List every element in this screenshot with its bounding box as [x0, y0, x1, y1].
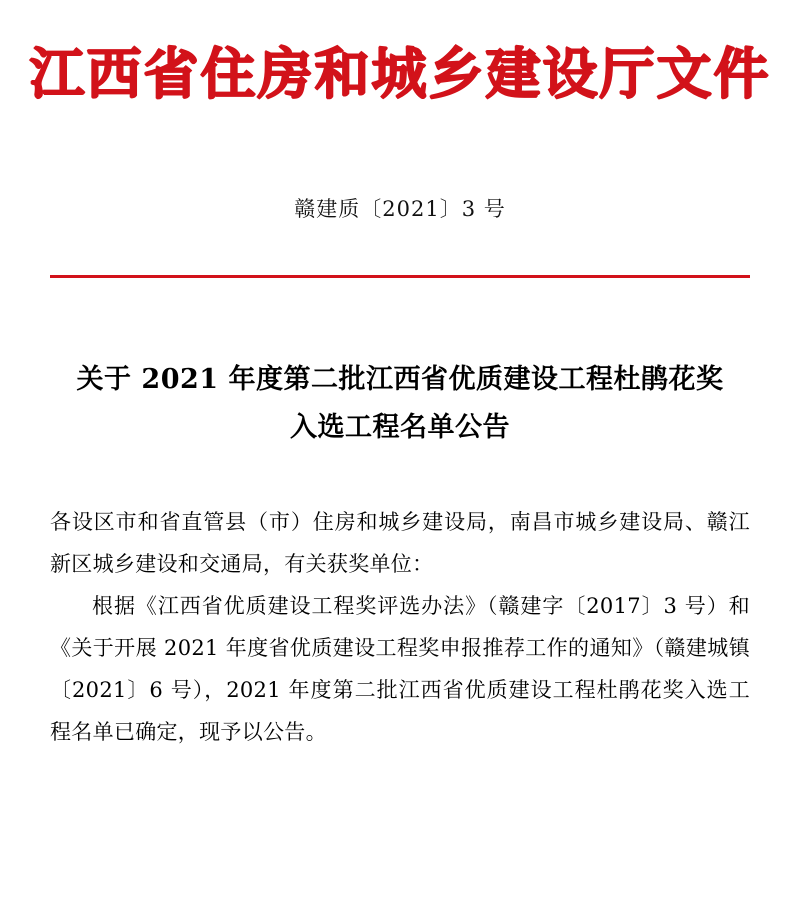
- document-number: 赣建质〔2021〕3 号: [294, 197, 506, 222]
- red-separator-rule: [50, 275, 750, 278]
- issuing-authority-title: 江西省住房和城乡建设厅文件: [29, 41, 771, 106]
- masthead: [0, 0, 800, 105]
- document-body: [50, 501, 750, 753]
- body-paragraph-salutation: 各设区市和省直管县（市）住房和城乡建设局，南昌市城乡建设局、赣江新区城乡建设和交通局，有关获奖单位：: [50, 509, 750, 576]
- body-paragraph-basis: 根据《江西省优质建设工程奖评选办法》（赣建字〔2017〕3 号）和《关于开展 2021 年度省优质建设工程奖申报推荐工作的通知》（赣建城镇〔2021〕6 号），2021 年度第二批江西省优质建设工程杜鹃花奖入选工程名单已确定，现予以公告。: [50, 593, 750, 744]
- page-title: 关于 2021 年度第二批江西省优质建设工程杜鹃花奖入选工程名单公告: [76, 364, 724, 443]
